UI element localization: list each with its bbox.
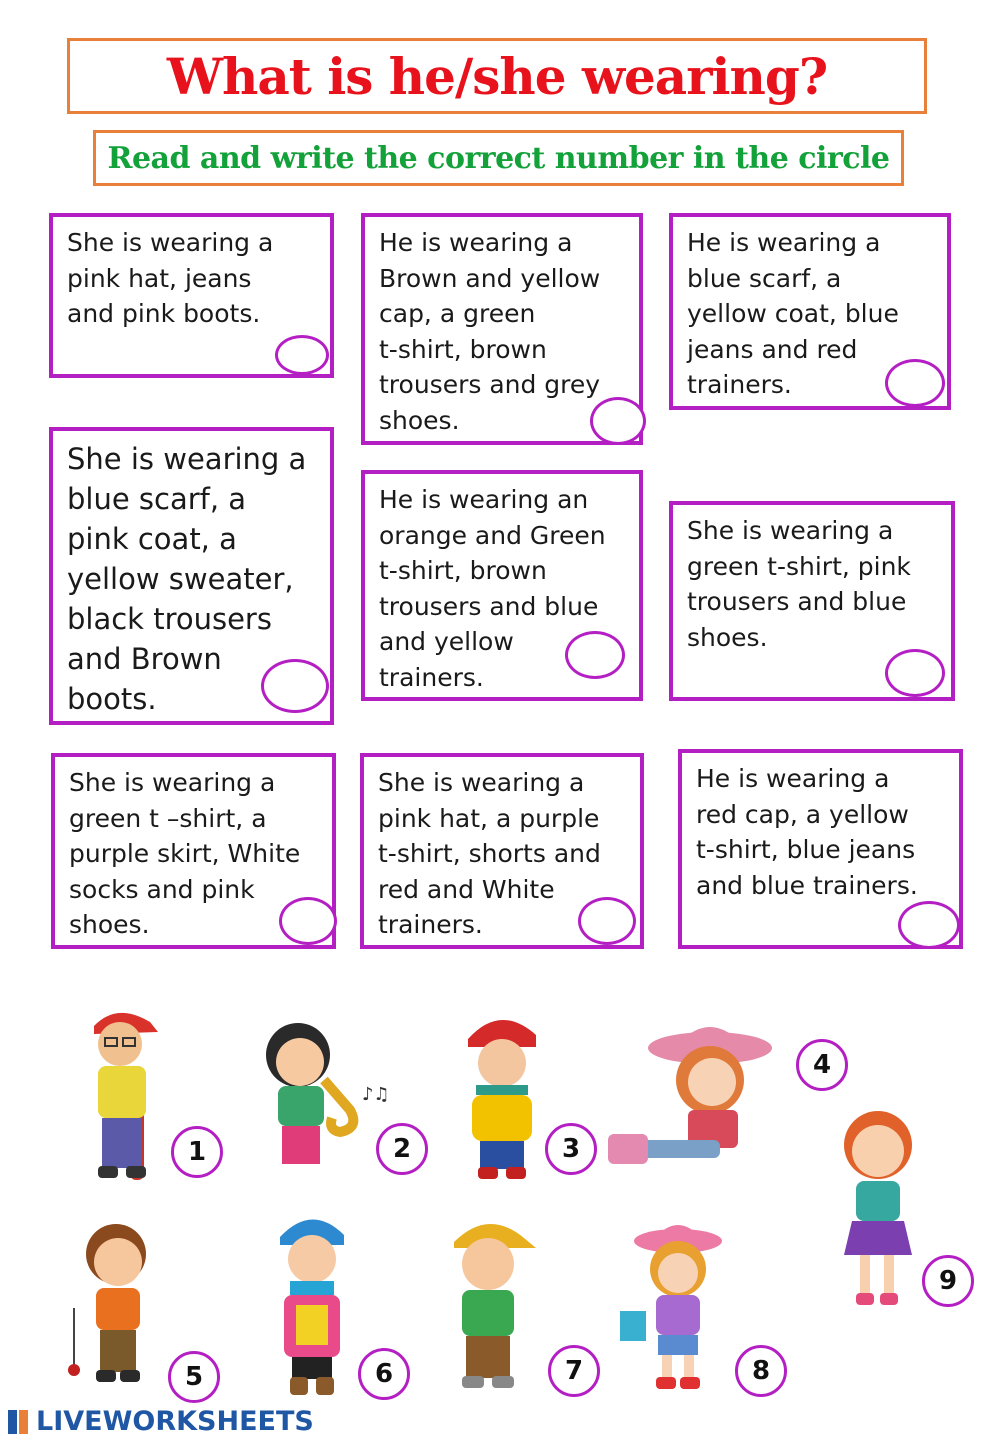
instruction-frame [93,130,904,186]
answer-circle[interactable] [885,649,945,697]
description-text: She is wearing a blue scarf, a pink coat, a yellow sweater, black trousers and Brown boots. [67,442,307,716]
girl-green-tshirt-purple-skirt-illustration [822,1105,932,1315]
picture-number-9: 9 [922,1255,974,1307]
page-title: What is he/she wearing? [166,46,828,106]
picture-number-4: 4 [796,1039,848,1091]
answer-circle[interactable] [565,631,625,679]
description-text: She is wearing a pink hat, a purple t-shirt, shorts and red and White trainers. [378,768,601,939]
footer-brand[interactable] [6,1406,314,1437]
description-card-2 [361,213,643,445]
description-text: He is wearing an orange and Green t-shirt, brown trousers and blue and yellow trainers. [379,485,606,692]
answer-circle[interactable] [275,335,329,375]
description-text: She is wearing a green t –shirt, a purple skirt, White socks and pink shoes. [69,768,301,939]
picture-number-6: 6 [358,1348,410,1400]
description-card-1 [49,213,334,378]
picture-number-8: 8 [735,1345,787,1397]
girl-pink-hat-sitting-illustration [600,1010,780,1175]
boy-red-hat-scarf-illustration [452,1005,552,1185]
picture-number-5: 5 [168,1351,220,1403]
footer-brand-text: LIVEWORKSHEETS [36,1406,314,1437]
answer-circle[interactable] [590,397,646,445]
picture-number-1: 1 [171,1126,223,1178]
description-card-5 [361,470,643,701]
answer-circle[interactable] [279,897,337,945]
description-card-4 [49,427,334,725]
description-text: She is wearing a pink hat, jeans and pink boots. [67,228,274,328]
svg-text:♪♫: ♪♫ [362,1084,390,1105]
boy-yoyo-illustration [60,1218,170,1388]
picture-number-7: 7 [548,1345,600,1397]
description-text: She is wearing a green t-shirt, pink trousers and blue shoes. [687,516,911,652]
description-card-9 [678,749,963,949]
liveworksheets-logo-icon [6,1408,30,1436]
description-text: He is wearing a blue scarf, a yellow coat, blue jeans and red trainers. [687,228,899,399]
description-text: He is wearing a Brown and yellow cap, a green t-shirt, brown trousers and grey shoes. [379,228,601,435]
boy-yellow-cap-green-tshirt-illustration [432,1208,547,1398]
boy-red-cap-skateboard-illustration [72,1000,172,1190]
description-card-8 [360,753,644,949]
description-text: He is wearing a red cap, a yellow t-shirt, blue jeans and blue trainers. [696,764,918,900]
answer-circle[interactable] [898,901,960,949]
girl-blue-scarf-pink-coat-illustration [262,1205,362,1400]
girl-pink-hat-shorts-illustration [612,1215,737,1395]
instruction-text: Read and write the correct number in the circle [107,140,890,176]
description-card-3 [669,213,951,410]
description-card-6 [669,501,955,701]
answer-circle[interactable] [578,897,636,945]
answer-circle[interactable] [885,359,945,407]
description-card-7 [51,753,336,949]
title-frame [67,38,927,114]
answer-circle[interactable] [261,659,329,713]
picture-number-2: 2 [376,1123,428,1175]
picture-number-3: 3 [545,1123,597,1175]
